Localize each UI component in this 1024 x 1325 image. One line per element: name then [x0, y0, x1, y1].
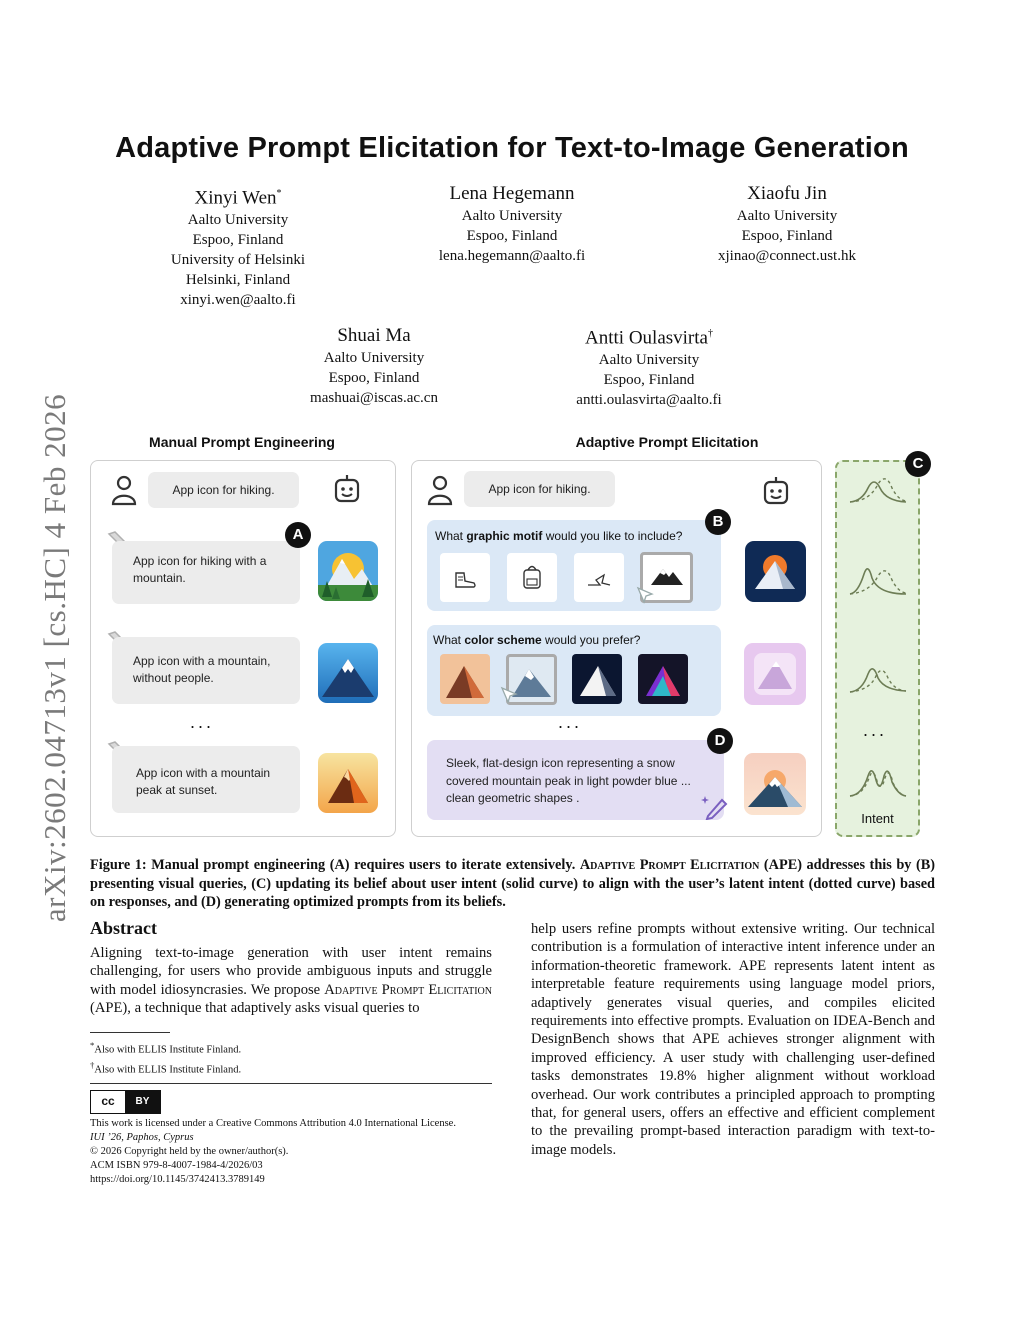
- ape-ellipsis: ...: [558, 712, 583, 732]
- badge-a: A: [285, 522, 311, 548]
- badge-d: D: [707, 728, 733, 754]
- author-block-1: Xinyi Wen* Aalto University Espoo, Finland University of Helsinki Helsinki, Finland xinyi.wen@aalto.fi: [138, 182, 338, 310]
- trail-path-icon: [574, 553, 624, 602]
- abstract-text-right: help users refine prompts without extensive writing. Our technical contribution is a formulation of interactive intent inference under an information-theoretic framework. APE represents latent intent as interpretable feature requirements using language model priors, adaptively generates visual queries, and compiles elicited requirements into effective prompts. Evaluation on IDEA-Bench and DesignBench shows that APE achieves stronger alignment with improved efficiency. A user study with challenging user-defined tasks demonstrates 19.8% higher alignment without workload overhead. Our work contributes a principled approach to prompting that, for general users, offers an effective and efficient complement to the prevailing prompt-based interaction paradigm with text-to-image models.: [531, 921, 935, 1158]
- mountain-pastel-app-icon: [744, 643, 806, 705]
- author-email[interactable]: lena.hegemann@aalto.fi: [438, 248, 586, 264]
- author-email[interactable]: xinyi.wen@aalto.fi: [180, 292, 296, 309]
- figure-left-heading: Manual Prompt Engineering: [149, 434, 335, 450]
- cc-logo-icon: cc: [101, 1094, 115, 1108]
- author-block-2: Lena Hegemann Aalto University Espoo, Finland lena.hegemann@aalto.fi: [412, 182, 612, 266]
- abstract-heading: Abstract: [90, 918, 157, 938]
- footnotes: *Also with ELLIS Institute Finland. †Also with ELLIS Institute Finland.: [90, 1040, 242, 1075]
- option-trail[interactable]: [574, 553, 624, 602]
- author-name: Shuai Ma: [337, 325, 411, 346]
- user-prompt-bubble: App icon for hiking.: [148, 472, 299, 508]
- cursor-sparkle-icon: [498, 684, 522, 708]
- option-warm-palette[interactable]: [440, 654, 490, 704]
- author-block-3: Xiaofu Jin Aalto University Espoo, Finland xjinao@connect.ust.hk: [687, 182, 887, 266]
- hiking-boot-icon: [440, 553, 490, 602]
- author-email[interactable]: mashuai@iscas.ac.cn: [310, 390, 438, 406]
- optimized-prompt-box: [427, 740, 724, 820]
- intent-label: Intent: [861, 811, 894, 826]
- cursor-sparkle-icon: [634, 584, 658, 608]
- by-logo-icon: BY: [125, 1091, 160, 1113]
- author-name: Xinyi Wen: [194, 187, 277, 209]
- option-backpack[interactable]: [507, 553, 557, 602]
- manual-prompt-3: App icon with a mountain peak at sunset.: [112, 746, 300, 813]
- option-hiking-boot[interactable]: [440, 553, 490, 602]
- option-vivid-palette[interactable]: [638, 654, 688, 704]
- mountain-forest-app-icon: [318, 541, 378, 601]
- backpack-icon: [507, 553, 557, 602]
- mountain-sun-navy-app-icon: [745, 541, 806, 602]
- magic-pen-icon: [700, 792, 732, 820]
- paper-title: Adaptive Prompt Elicitation for Text-to-Image Generation: [115, 132, 909, 164]
- mountain-blue-app-icon: [318, 643, 378, 703]
- manual-prompt-2: App icon with a mountain, without people.: [112, 637, 300, 704]
- license-rule: [90, 1083, 492, 1084]
- badge-b: B: [705, 509, 731, 535]
- manual-prompt-1: App icon for hiking with a mountain.: [112, 541, 300, 604]
- license-block: This work is licensed under a Creative Commons Attribution 4.0 International License. IUI ’26, Paphos, Cyprus © 2026 Copyright held by the owner/author(s). ACM ISBN 979-8-4007-1984-4/2026/03 https://doi.org/10.1145/3742413.3789149: [90, 1117, 510, 1187]
- mountain-powder-blue-app-icon: [744, 753, 806, 815]
- author-email[interactable]: xjinao@connect.ust.hk: [718, 248, 856, 264]
- author-block-4: Shuai Ma Aalto University Espoo, Finland mashuai@iscas.ac.cn: [274, 324, 474, 408]
- belief-curve-4: [848, 762, 908, 802]
- author-name: Xiaofu Jin: [747, 183, 827, 204]
- doi-link[interactable]: https://doi.org/10.1145/3742413.3789149: [90, 1174, 265, 1185]
- belief-curve-3: [848, 658, 908, 698]
- user-icon: [110, 474, 138, 506]
- intent-ellipsis: ...: [863, 720, 888, 740]
- robot-icon: [333, 474, 361, 504]
- author-block-5: Antti Oulasvirta† Aalto University Espoo, Finland antti.oulasvirta@aalto.fi: [549, 322, 749, 410]
- figure-right-heading: Adaptive Prompt Elicitation: [575, 434, 759, 450]
- author-email[interactable]: antti.oulasvirta@aalto.fi: [576, 392, 722, 409]
- belief-curve-2: [848, 560, 908, 600]
- manual-ellipsis: ...: [190, 712, 215, 732]
- arxiv-side-stamp: arXiv:2602.04713v1 [cs.HC] 4 Feb 2026: [37, 393, 72, 923]
- footnote-rule: [90, 1032, 170, 1033]
- author-name: Lena Hegemann: [449, 183, 575, 204]
- user-icon: [426, 474, 454, 506]
- robot-icon: [762, 476, 790, 506]
- mountain-sunset-app-icon: [318, 753, 378, 813]
- option-night-palette[interactable]: [572, 654, 622, 704]
- belief-curve-1: [848, 470, 908, 510]
- cc-by-badge[interactable]: [90, 1090, 161, 1114]
- color-question: What color scheme would you prefer?: [433, 633, 641, 647]
- author-name: Antti Oulasvirta: [585, 327, 708, 349]
- motif-question: What graphic motif would you like to include?: [435, 529, 683, 543]
- badge-c: C: [905, 451, 931, 477]
- abstract-text-left: Aligning text-to-image generation with user intent remains challenging, for users who provide ambiguous inputs and struggle with model idiosyncrasies. We propose Adaptive Prompt Elicitation (APE), a technique that adaptively asks visual queries to: [90, 945, 492, 1017]
- figure-caption: Figure 1: Manual prompt engineering (A) requires users to iterate extensively. Adaptive Prompt Elicitation (APE) addresses this by (B) presenting visual queries, (C) updating its belief about user intent (solid curve) to align with the user’s latent intent (dotted curve) based on responses, and (D) generating optimized prompts from its beliefs.: [90, 857, 936, 910]
- optimized-prompt-text: Sleek, flat-design icon representing a snow covered mountain peak in light powder blue ... clean geometric shapes .: [446, 756, 691, 805]
- ape-user-prompt-bubble: App icon for hiking.: [464, 471, 615, 507]
